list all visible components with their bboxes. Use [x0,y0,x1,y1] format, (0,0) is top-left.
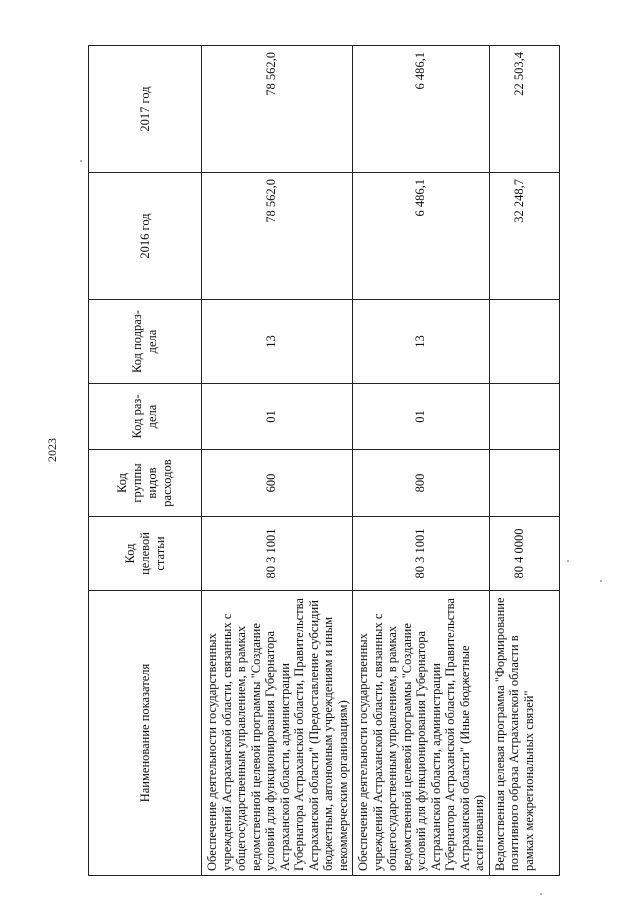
scan-speck [567,560,569,562]
header-year-2017: 2017 год [89,46,202,173]
header-target-code: Код целевой статьи [89,517,202,591]
row-section-code [489,384,559,450]
scan-speck [80,160,82,162]
header-section-code: Код раз-дела [89,384,202,450]
scan-speck [600,580,602,582]
budget-table [88,45,560,876]
row-expense-group-code [489,450,559,517]
table-row [353,46,490,876]
row-year-2016: 78 562,0 [202,173,353,300]
row-expense-group-code: 800 [353,450,490,517]
row-year-2017: 6 486,1 [353,46,490,173]
row-year-2016: 32 248,7 [489,173,559,300]
header-year-2016: 2016 год [89,173,202,300]
row-name: Обеспечение деятельности государственных учреждений Астраханской области, связанных с общегосударственным управлением, в рамках ведомственной целевой программы "Создание условий для функционирования Губернатора Астраханской области, администрации Губернатора Астраханской области, Правительства Астраханской области" (Иные бюджетные ассигнования) [353,591,490,876]
table-row [202,46,353,876]
row-year-2017: 22 503,4 [489,46,559,173]
row-section-code: 01 [202,384,353,450]
row-section-code: 01 [353,384,490,450]
row-target-code: 80 3 1001 [202,517,353,591]
table-row [489,46,559,876]
row-expense-group-code: 600 [202,450,353,517]
row-year-2016: 6 486,1 [353,173,490,300]
rotated-table-container [88,46,536,876]
row-year-2017: 78 562,0 [202,46,353,173]
page-number: 2023 [45,438,59,462]
table-inner [88,46,536,876]
row-target-code: 80 3 1001 [353,517,490,591]
scan-speck [540,893,542,895]
row-subsection-code: 13 [202,300,353,384]
row-subsection-code: 13 [353,300,490,384]
row-name: Ведомственная целевая программа "Формирование позитивного образа Астраханской области в рамках межрегиональных связей" [489,591,559,876]
header-row [89,46,202,876]
header-expense-group-code: Код группы видов расходов [89,450,202,517]
header-name: Наименование показателя [89,591,202,876]
header-subsection-code: Код подраз-дела [89,300,202,384]
row-subsection-code [489,300,559,384]
row-name: Обеспечение деятельности государственных учреждений Астраханской области, связанных с общегосударственным управлением, в рамках ведомственной целевой программы "Создание условий для функционирования Губернатора Астраханской области, администрации Губернатора Астраханской области, Правительства Астраханской области" (Предоставление субсидий бюджетным, автономным учреждениям и иным некоммерческим организациям) [202,591,353,876]
row-target-code: 80 4 0000 [489,517,559,591]
